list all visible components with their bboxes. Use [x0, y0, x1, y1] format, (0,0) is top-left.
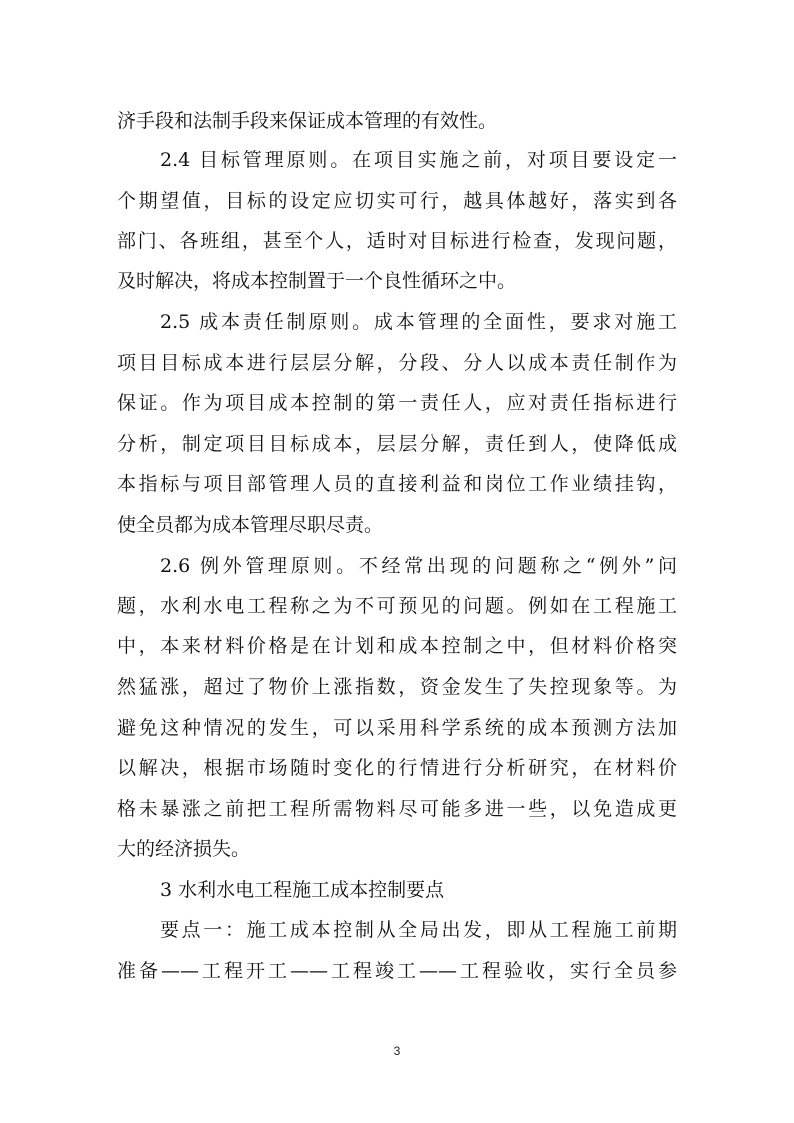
text-line: 部门、各班组，甚至个人，适时对目标进行检查，发现问题， [117, 230, 677, 252]
page-number: 3 [393, 1044, 401, 1058]
text-line: 避免这种情况的发生，可以采用科学系统的成本预测方法加 [117, 717, 677, 739]
text-line: 2.4 目标管理原则。在项目实施之前，对项目要设定一 [160, 149, 677, 171]
text-line: 准备——工程开工——工程竣工——工程验收，实行全员参 [117, 960, 677, 982]
text-line: 然猛涨，超过了物价上涨指数，资金发生了失控现象等。为 [117, 676, 677, 698]
text-line: 个期望值，目标的设定应切实可行，越具体越好，落实到各 [117, 190, 677, 212]
text-line: 中，本来材料价格是在计划和成本控制之中，但材料价格突 [117, 635, 677, 657]
text-line: 2.6 例外管理原则。不经常出现的问题称之“例外”问 [160, 555, 677, 577]
text-line: 济手段和法制手段来保证成本管理的有效性。 [117, 110, 498, 132]
text-line: 及时解决，将成本控制置于一个良性循环之中。 [117, 270, 517, 292]
text-line: 以解决，根据市场随时变化的行情进行分析研究，在材料价 [117, 757, 677, 779]
text-line: 格未暴涨之前把工程所需物料尽可能多进一些，以免造成更 [117, 798, 677, 820]
text-line: 题，水利水电工程称之为不可预见的问题。例如在工程施工 [117, 595, 677, 617]
text-line: 大的经济损失。 [117, 838, 251, 860]
text-line: 本指标与项目部管理人员的直接利益和岗位工作业绩挂钩， [117, 473, 677, 495]
text-line: 分析，制定项目目标成本，层层分解，责任到人，使降低成 [117, 433, 677, 455]
text-line: 保证。作为项目成本控制的第一责任人，应对责任指标进行 [117, 392, 677, 414]
section-heading: 3 水利水电工程施工成本控制要点 [160, 879, 445, 901]
text-line: 使全员都为成本管理尽职尽责。 [117, 514, 384, 536]
text-line: 项目目标成本进行层层分解，分段、分人以成本责任制作为 [117, 352, 677, 374]
text-line: 要点一：施工成本控制从全局出发，即从工程施工前期 [160, 919, 677, 941]
text-line: 2.5 成本责任制原则。成本管理的全面性，要求对施工 [160, 311, 677, 333]
